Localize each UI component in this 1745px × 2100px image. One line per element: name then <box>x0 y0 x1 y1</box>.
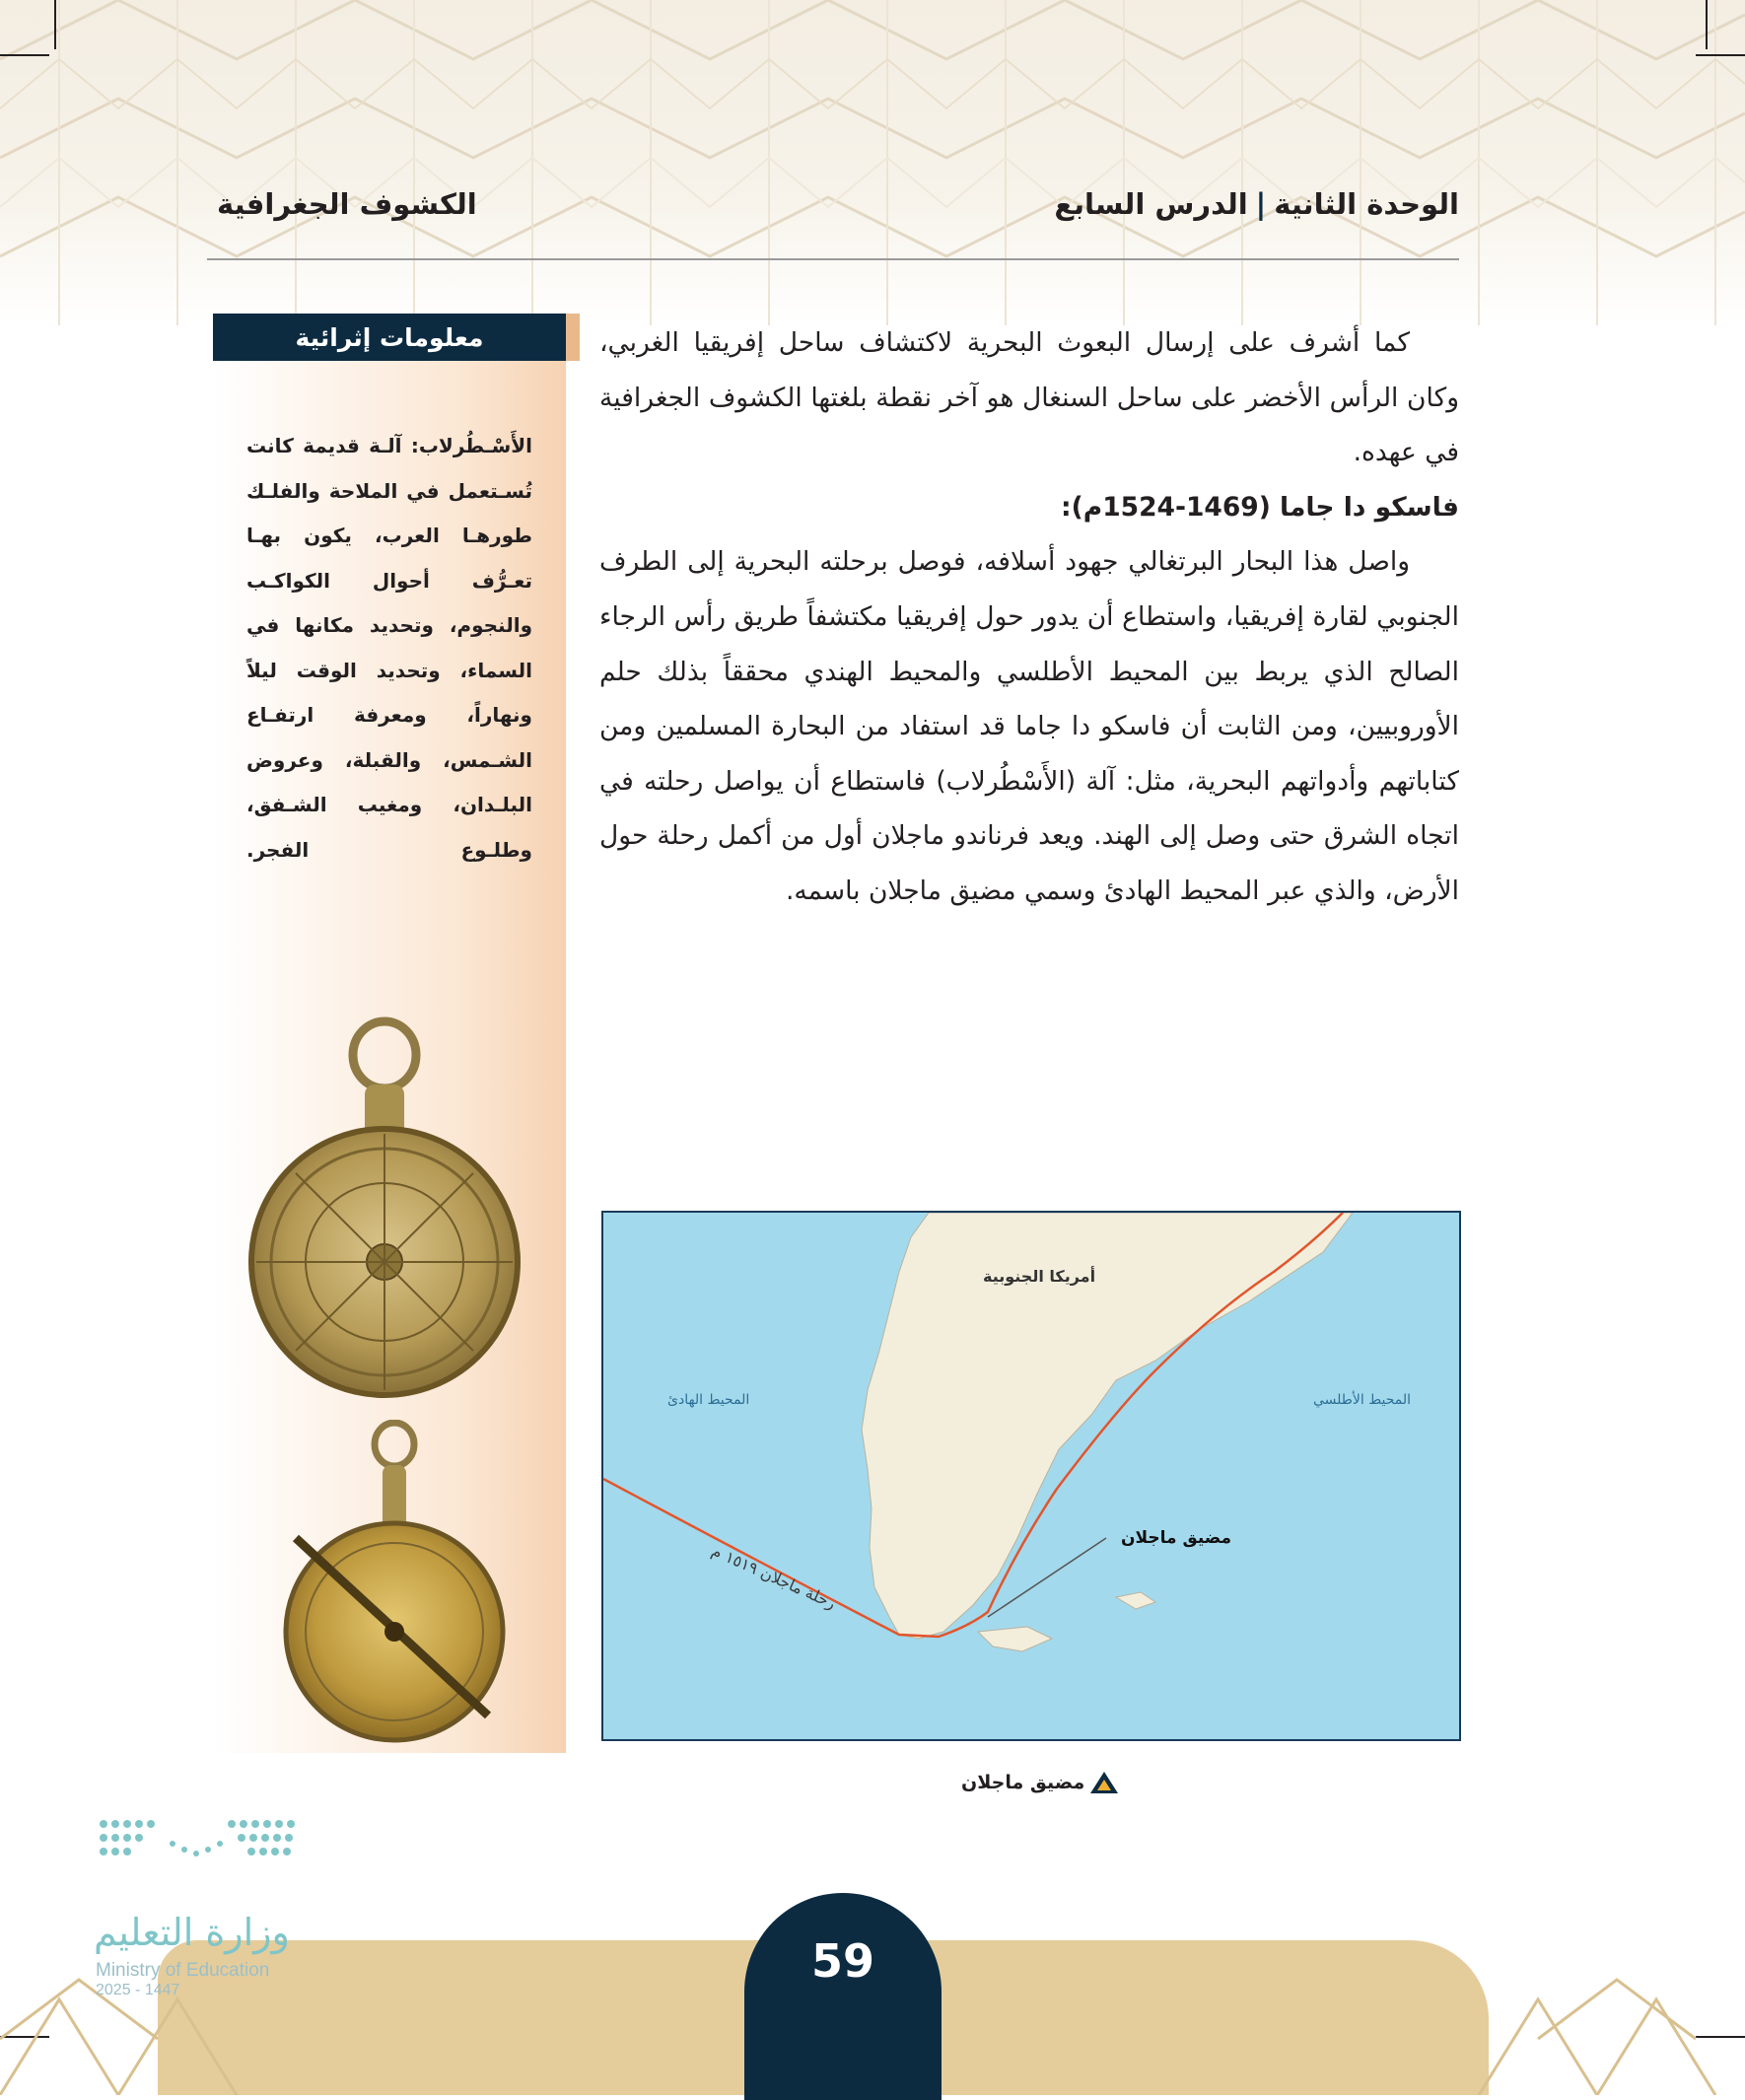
unit-label: الوحدة الثانية <box>1274 187 1459 221</box>
astrolabe-icon <box>237 1015 532 1400</box>
magellan-map <box>601 1211 1461 1741</box>
crop-mark <box>0 54 49 56</box>
south-america-map <box>603 1213 1459 1739</box>
ministry-year: 2025 - 1447 <box>96 1982 180 1998</box>
chapter-title: الكشوف الجغرافية <box>217 187 477 221</box>
crop-mark <box>1696 54 1745 56</box>
astrolabe-icon <box>276 1420 513 1745</box>
caption-text: مضيق ماجلان <box>961 1772 1085 1793</box>
ministry-name-arabic: وزارة التعليم <box>94 1911 290 1954</box>
paragraph: واصل هذا البحار البرتغالي جهود أسلافه، فوصل برحلته البحرية إلى الطرف الجنوبي لقارة إفريقيا، واستطاع أن يدور حول إفريقيا مكتشفاً طريق رأس الرجاء الصالح الذي يربط بين المحيط الأطلسي والمحيط الهندي محققاً بذلك حلم الأوروبيين، ومن الثابت أن فاسكو دا جاما قد استفاد من البحارة المسلمين ومن كتاباتهم وأدواتهم البحرية، مثل: آلة (الأَسْطُرلاب) فاستطاع أن يواصل رحلته في اتجاه الشرق حتى وصل إلى الهند. ويعد فرناندو ماجلان أول من أكمل رحلة حول الأرض، والذي عبر المحيط الهادئ وسمي مضيق ماجلان باسمه. <box>599 546 1459 906</box>
lesson-label: الدرس السابع <box>1054 187 1248 221</box>
ministry-name-english: Ministry of Education <box>96 1960 270 1981</box>
ministry-logo-icon <box>94 1814 320 1903</box>
section-heading: فاسكو دا جاما (1469-1524م): <box>1061 491 1459 523</box>
sidebar-text <box>246 424 532 873</box>
page-number: 59 <box>744 1893 942 2100</box>
crop-mark <box>54 0 56 49</box>
sidebar-title: معلومات إثرائية <box>213 314 566 361</box>
main-text <box>599 315 1459 919</box>
sidebar-term: الأَسْـطُرلاب: <box>410 434 532 457</box>
unit-lesson-title <box>1054 187 1459 221</box>
star-pattern-icon <box>0 0 1745 325</box>
header-divider <box>207 258 1459 260</box>
top-pattern <box>0 0 1745 325</box>
label-south-america: أمريكا الجنوبية <box>983 1267 1096 1286</box>
page-header <box>217 187 1459 227</box>
sidebar-definition: آلـة قديمة كانت تُسـتعمل في الملاحة والفلـك طورهـا العرب، يكون بهـا تعـرُّف أحوال الكواكـب والنجوم، وتحديد مكانها في السماء، وتحديد الوقت ليلاً ونهاراً، ومعرفة ارتفـاع الشـمس، والقبلة، وعروض البلـدان، ومغيب الشـفق، وطلـوع الفجر. <box>246 434 532 862</box>
paragraph: كما أشرف على إرسال البعوث البحرية لاكتشاف ساحل إفريقيا الغربي، وكان الرأس الأخضر على ساحل السنغال هو آخر نقطة بلغتها الكشوف الجغرافية في عهده. <box>599 327 1459 468</box>
label-pacific-ocean: المحيط الهادئ <box>667 1392 750 1408</box>
label-magellan-strait: مضيق ماجلان <box>1121 1528 1232 1548</box>
label-magellan-route: رحلة ماجلان ١٥١٩ م <box>709 1541 839 1613</box>
triangle-icon <box>1090 1772 1118 1793</box>
crop-mark <box>1706 0 1708 49</box>
header-separator: | <box>1255 187 1267 221</box>
label-atlantic-ocean: المحيط الأطلسي <box>1313 1392 1412 1408</box>
map-caption <box>961 1772 1118 1793</box>
